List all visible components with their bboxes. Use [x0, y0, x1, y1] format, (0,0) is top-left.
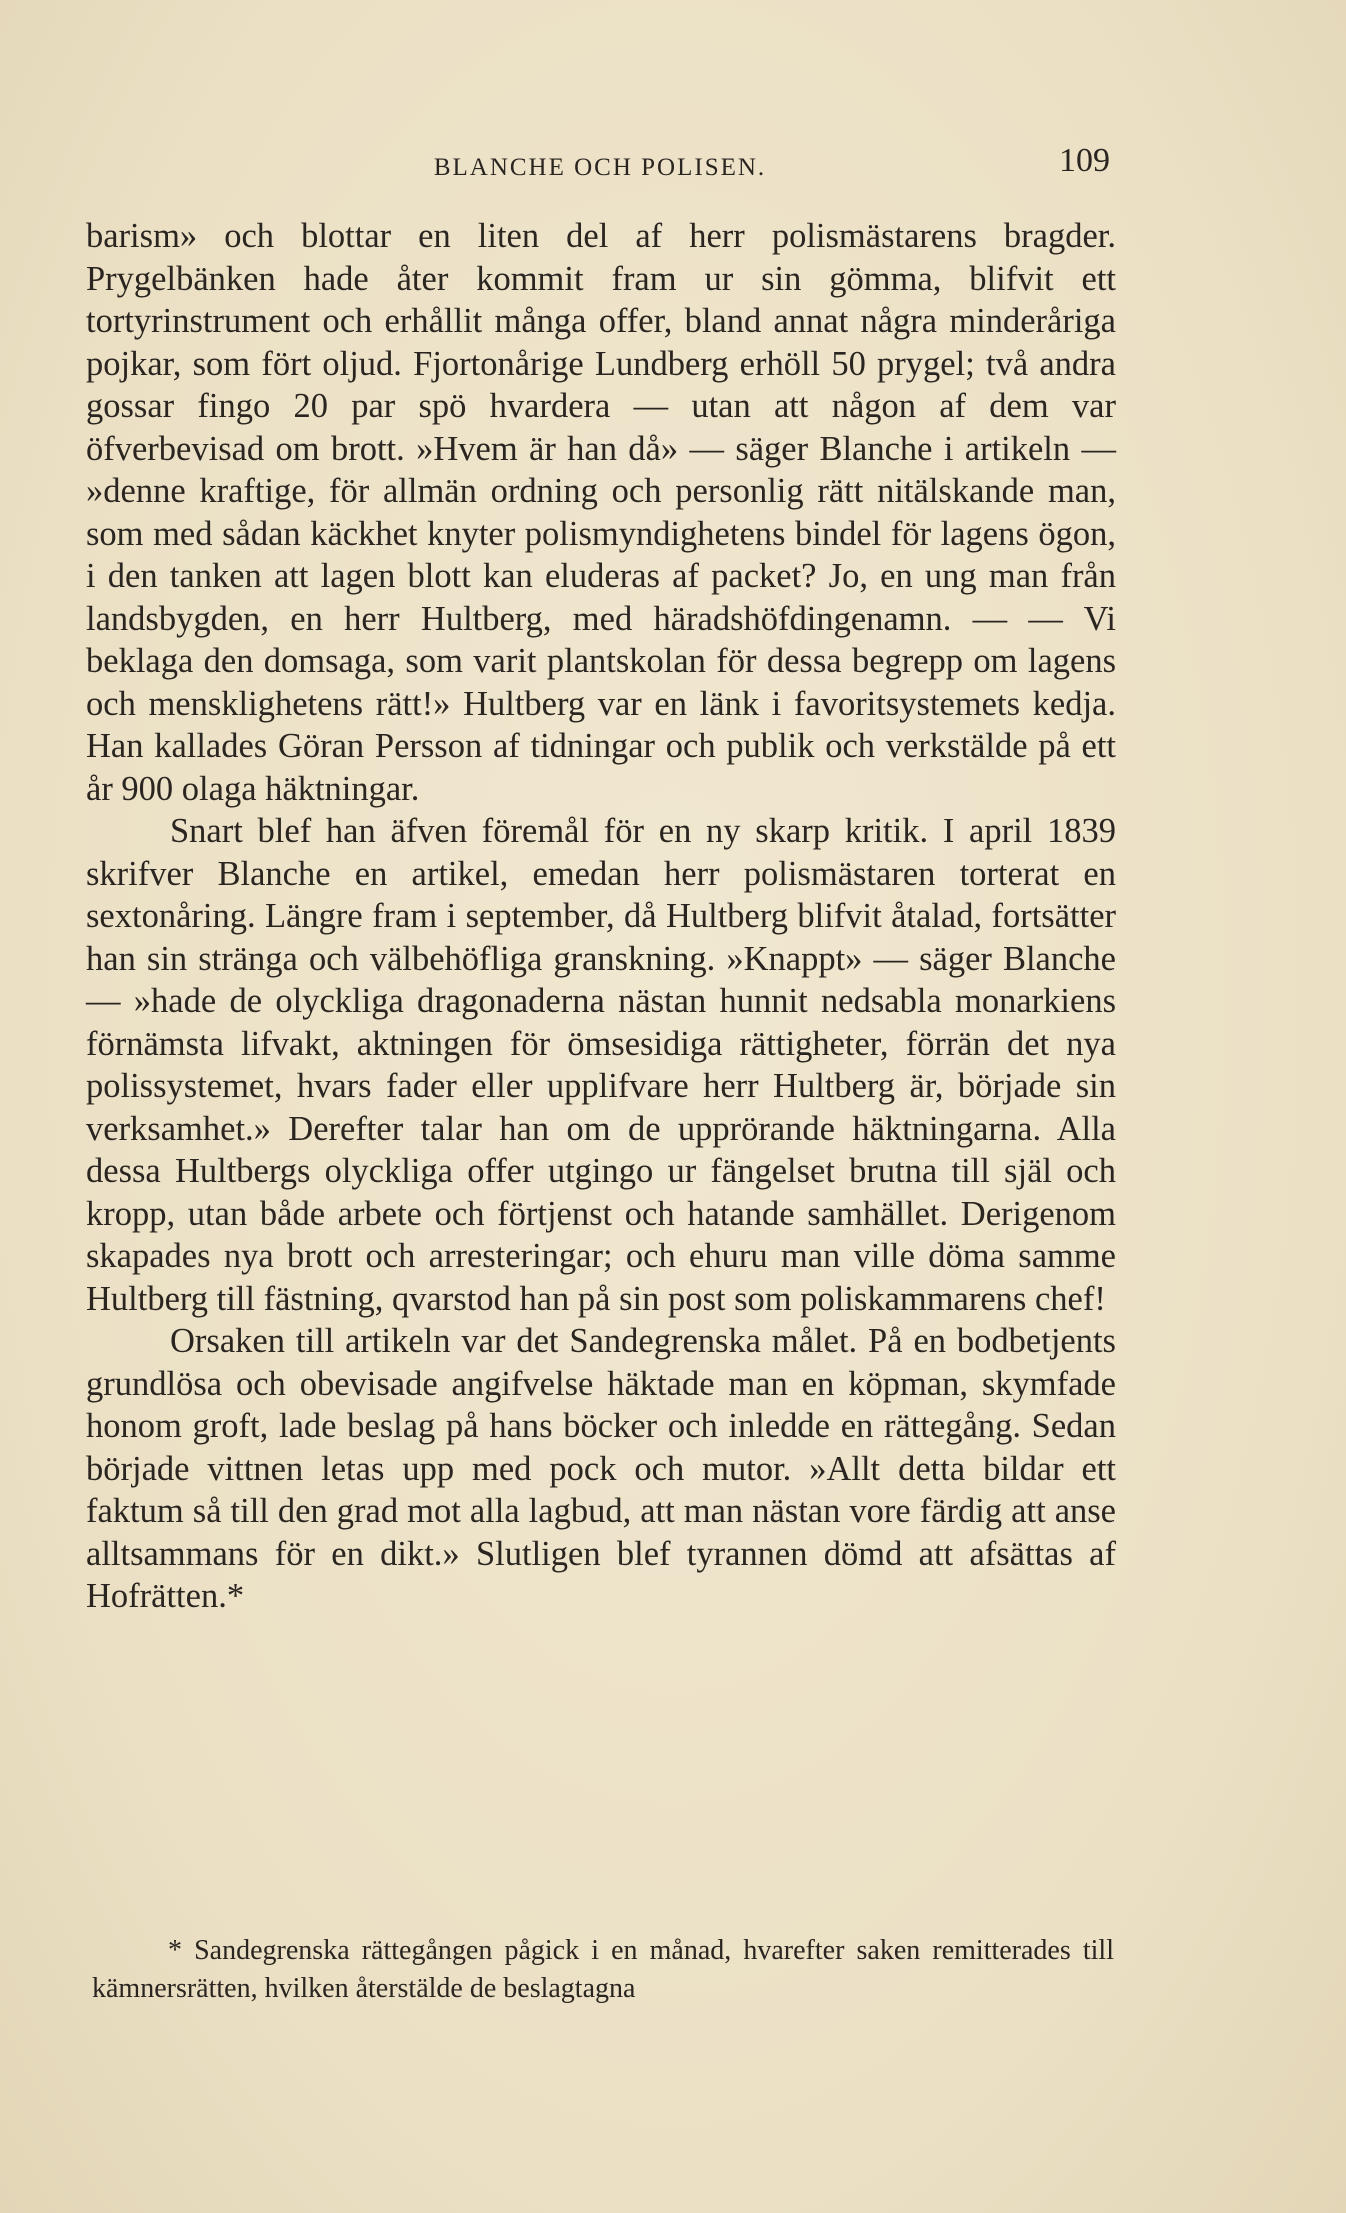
paragraph-3: Orsaken till artikeln var det Sandegrenska målet. På en bodbetjents grundlösa och obevisade angifvelse häktade man en köpman, skymfade honom groft, lade beslag på hans böcker och inledde en rättegång. Sedan började vittnen letas upp med pock och mutor. »Allt detta bildar ett faktum så till den grad mot alla lagbud, att man nästan vore färdig att anse alltsammans för en dikt.» Slutligen blef tyrannen dömd att afsättas af Hofrätten.* [86, 1322, 1116, 1615]
paragraph-1: barism» och blottar en liten del af herr polismästarens bragder. Prygelbänken hade åter kommit fram ur sin gömma, blifvit ett tortyrinstrument och erhållit många offer, bland annat några minderåriga pojkar, som fört oljud. Fjortonårige Lundberg erhöll 50 prygel; två andra gossar fingo 20 par spö hvardera — utan att någon af dem var öfverbevisad om brott. »Hvem är han då» — säger Blanche i artikeln — »denne kraftige, för allmän ordning och personlig rätt nitälskande man, som med sådan käckhet knyter polismyndighetens bindel för lagens ögon, i den tanken att lagen blott kan eluderas af packet? Jo, en ung man från landsbygden, en herr Hultberg, med häradshöfdingenamn. — — Vi beklaga den domsaga, som varit plantskolan för dessa begrepp om lagens och mensklighetens rätt!» Hultberg var en länk i favoritsystemets kedja. Han kallades Göran Persson af tidningar och publik och verkstälde på ett år 900 olaga häktningar. [86, 217, 1116, 808]
page-header [90, 142, 1110, 192]
footnote [92, 1932, 1114, 2008]
footnote-text: * Sandegrenska rättegången pågick i en månad, hvarefter saken remitterades till kämnersrätten, hvilken återstälde de beslagtagna [92, 1935, 1114, 2004]
running-head: BLANCHE OCH POLISEN. [433, 154, 767, 181]
body-text [86, 215, 1116, 1618]
page-number: 109 [1059, 142, 1110, 179]
paragraph-2: Snart blef han äfven föremål för en ny skarp kritik. I april 1839 skrifver Blanche en artikel, emedan herr polismästaren torterat en sextonåring. Längre fram i september, då Hultberg blifvit åtalad, fortsätter han sin stränga och välbehöfliga granskning. »Knappt» — säger Blanche — »hade de olyckliga dragonaderna nästan hunnit nedsabla monarkiens förnämsta lifvakt, aktningen för ömsesidiga rättigheter, förrän det nya polissystemet, hvars fader eller upplifvare herr Hultberg är, började sin verksamhet.» Derefter talar han om de upprörande häktningarna. Alla dessa Hultbergs olyckliga offer utgingo ur fängelset brutna till själ och kropp, utan både arbete och förtjenst och hatande samhället. Derigenom skapades nya brott och arresteringar; och ehuru man ville döma samme Hultberg till fästning, qvarstod han på sin post som poliskammarens chef! [86, 812, 1116, 1318]
